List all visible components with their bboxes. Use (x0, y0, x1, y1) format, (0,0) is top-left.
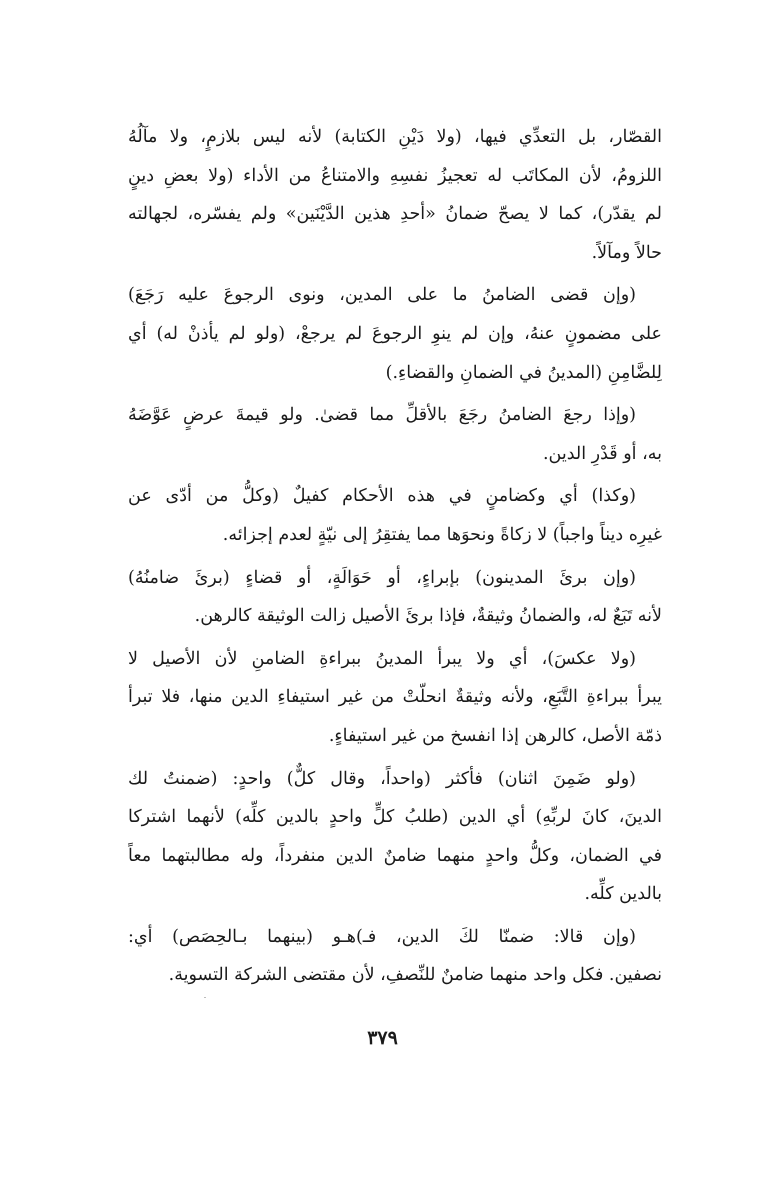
paragraph-2 (128, 276, 662, 392)
text-line: (وإن برئَ المدينون) بإبراءٍ، أو حَوَالَةٍ، أو قضاءٍ (برئَ ضامنُهُ) (128, 567, 636, 588)
text-line: لم يقدّر)، كما لا يصحّ ضمانُ «أحدِ هذين الدَّيْنَين» ولم يفسّره، لجهالته (128, 204, 662, 225)
text-line: القصّار، بل التعدِّي فيها، (ولا دَيْنِ الكتابة) لأنه ليس بلازمٍ، ولا مآلُهُ (128, 127, 662, 147)
paragraph-6 (128, 640, 662, 756)
text-line: به، أو قَدْرِ الدين. (542, 443, 662, 464)
text-line: لِلضَّامِنِ (المدينُ في الضمانِ والقضاءِ.) (385, 362, 662, 383)
text-line: (وإذا رجعَ الضامنُ رجَعَ بالأقلِّ مما قضىٰ. ولو قيمةَ عرضٍ عَوَّضَهُ (128, 405, 636, 426)
paragraph-3 (128, 396, 662, 473)
paragraph-5 (128, 559, 662, 636)
text-line: بالدين كلِّه. (584, 884, 662, 905)
text-line: غيرِه ديناً واجباً) لا زكاةً ونحوَها مما يفتقِرُ إلى نيّةٍ لعدم إجزائه. (222, 524, 662, 545)
paragraph-4 (128, 477, 662, 554)
text-line: (وإن قالا: ضمنّا لكَ الدين، فـ)هـو (بينهما بـالحِصَص) أي: (128, 926, 636, 947)
text-line: (ولو ضَمِنَ اثنان) فأكثر (واحداً، وقال كلٌّ) واحدٍ: (ضمنتُ لك (128, 768, 636, 789)
book-page-body (128, 118, 662, 999)
text-line: في الضمان، وكلُّ واحدٍ منهما ضامنٌ الدين منفرداً، وله مطالبتهما معاً (128, 845, 662, 866)
text-line: (ولا عكسَ)، أي ولا يبرأ المدينُ ببراءةِ الضامنِ لأن الأصيل لا (128, 648, 636, 669)
text-line: ذمّة الأصل، كالرهن إذا انفسخ من غير استيفاءٍ. (328, 725, 662, 746)
text-line: على مضمونٍ عنهُ، وإن لم ينوِ الرجوعَ لم يرجعْ، (ولو لم يأذنْ له) أي (128, 323, 662, 344)
text-line: حالاً ومآلاً. (591, 242, 662, 263)
paragraph-8 (128, 918, 662, 995)
text-line: يبرأ ببراءةِ التَّبَعِ، ولأنه وثيقةٌ انحلّتْ من غير استيفاءِ الدين منها، فلا تبرأ (128, 687, 662, 708)
text-line: (وإن قضى الضامنُ ما على المدين، ونوى الرجوعَ عليه رَجَعَ) (128, 285, 636, 306)
text-line: اللزومُ، لأن المكاتَب له تعجيزُ نفسِهِ والامتناعُ من الأداء (ولا بعضِ دينٍ (128, 165, 662, 186)
text-line: الدينَ، كانَ لربِّهِ) أي الدين (طلبُ كلٍّ واحدٍ بالدين كلِّه) لأنهما اشتركا (128, 807, 662, 828)
text-line: لأنه تَبَعٌ له، والضمانُ وثيقةٌ، فإذا برئَ الأصيل زالت الوثيقة كالرهن. (194, 606, 662, 627)
page-number: ٣٧٩ (367, 1027, 398, 1049)
paragraph-7 (128, 760, 662, 914)
paragraph-1 (128, 118, 662, 272)
scan-speck (204, 997, 206, 998)
text-line: (وكذا) أي وكضامنٍ في هذه الأحكام كفيلٌ (وكلُّ من أدّى عن (128, 486, 636, 507)
text-line: نصفين. فكل واحد منهما ضامنٌ للنِّصفِ، لأن مقتضى الشركة التسوية. (168, 965, 662, 986)
